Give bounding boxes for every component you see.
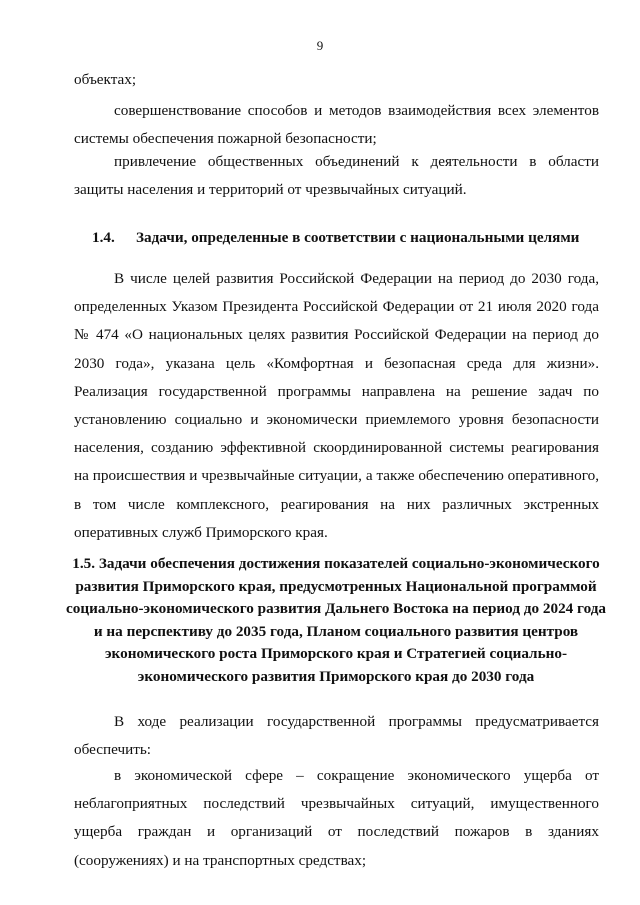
section-1-5-economic-item: в экономической сфере – сокращение экономического ущерба от неблагоприятных последствий чрезвычайных ситуаций, имущественного ущерба граждан и организаций от последствий пожаров в зданиях (сооружениях) и на транспортных средствах; xyxy=(74,767,599,869)
section-1-4-title: Задачи, определенные в соответствии с национальными целями xyxy=(136,229,580,246)
page-number: 9 xyxy=(316,38,324,53)
section-1-4-heading xyxy=(92,224,579,252)
paragraph-public-associations: привлечение общественных объединений к деятельности в области защиты населения и территорий от чрезвычайных ситуаций. xyxy=(74,153,599,199)
section-1-5-heading: 1.5. Задачи обеспечения достижения показателей социально-экономического развития Приморского края, предусмотренных Национальной программой социально-экономического развития Дальнего Востока на период до 2024 года и на перспективу до 2035 года, Планом социального развития центров экономического роста Приморского края и Стратегией социально-экономического развития Приморского края до 2030 года xyxy=(66,555,606,685)
paragraph-improvement: совершенствование способов и методов взаимодействия всех элементов системы обеспечения пожарной безопасности; xyxy=(74,102,599,148)
section-1-5-intro: В ходе реализации государственной программы предусматривается обеспечить: xyxy=(74,713,599,759)
section-1-4-number: 1.4. xyxy=(92,229,115,246)
paragraph-objects: объектах; xyxy=(74,71,137,88)
section-1-4-body: В числе целей развития Российской Федерации на период до 2030 года, определенных Указом Президента Российской Федерации от 21 июля 2020 года № 474 «О национальных целях развития Российской Федерации на период до 2030 года», указана цель «Комфортная и безопасная среда для жизни». Реализация государственной программы направлена на решение задач по установлению социально и экономически приемлемого уровня безопасности населения, созданию эффективной скоординированной системы реагирования на происшествия и чрезвычайные ситуации, а также обеспечению оперативного, в том числе комплексного, реагирования на них различных экстренных оперативных служб Приморского края. xyxy=(74,270,599,541)
